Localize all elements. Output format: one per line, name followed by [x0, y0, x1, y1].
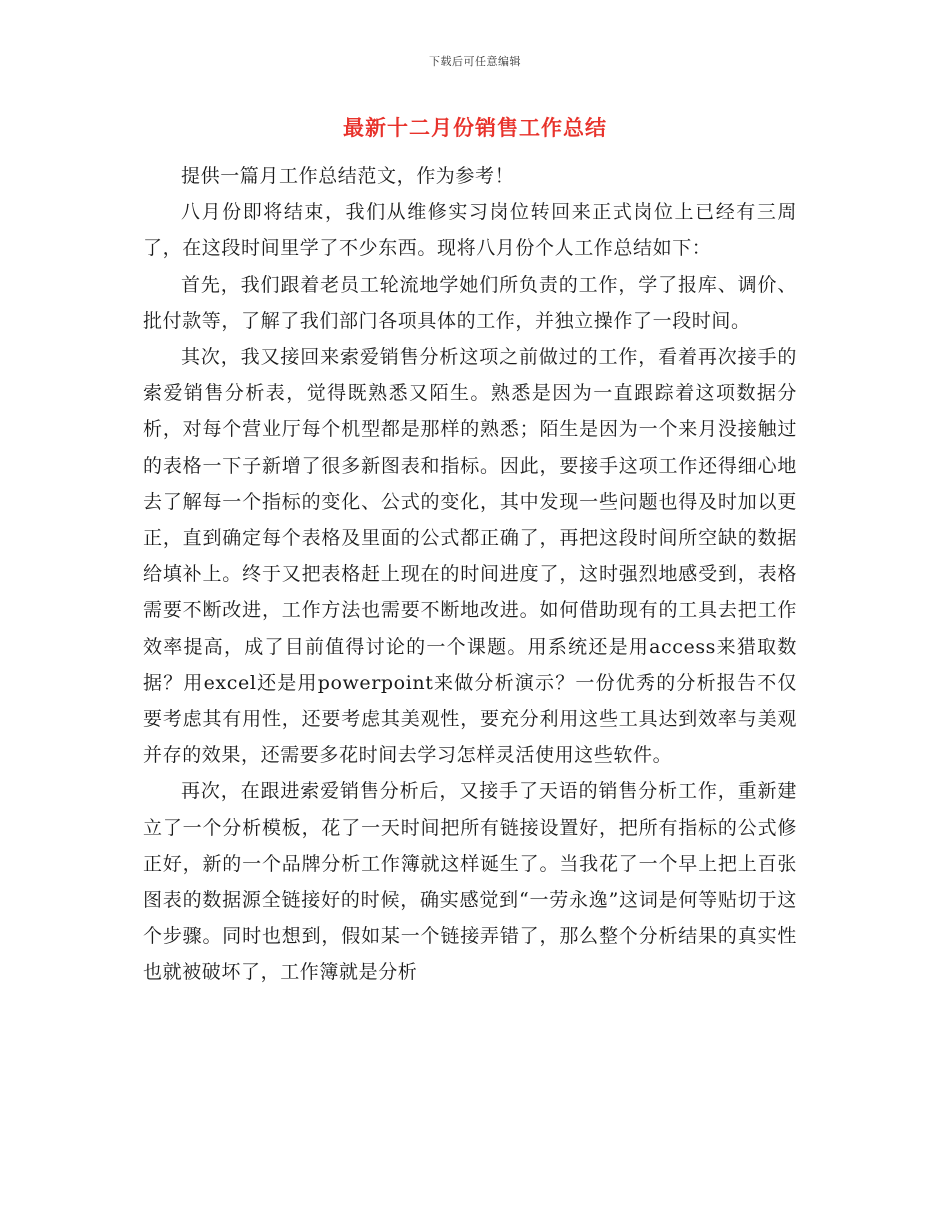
document-body — [143, 158, 797, 991]
paragraph-second: 其次，我又接回来索爱销售分析这项之前做过的工作，看着再次接手的索爱销售分析表，觉得既熟悉又陌生。熟悉是因为一直跟踪着这项数据分析，对每个营业厅每个机型都是那样的熟悉；陌生是因为一个来月没接触过的表格一下子新增了很多新图表和指标。因此，要接手这项工作还得细心地去了解每一个指标的变化、公式的变化，其中发现一些问题也得及时加以更正，直到确定每个表格及里面的公式都正确了，再把这段时间所空缺的数据给填补上。终于又把表格赶上现在的时间进度了，这时强烈地感受到，表格需要不断改进，工作方法也需要不断地改进。如何借助现有的工具去把工作效率提高，成了目前值得讨论的一个课题。用系统还是用access来猎取数据？用excel还是用powerpoint来做分析演示？一份优秀的分析报告不仅要考虑其有用性，还要考虑其美观性，要充分利用这些工具达到效率与美观并存的效果，还需要多花时间去学习怎样灵活使用这些软件。 — [143, 346, 797, 767]
paragraph-first: 首先，我们跟着老员工轮流地学她们所负责的工作，学了报库、调价、批付款等，了解了我们部门各项具体的工作，并独立操作了一段时间。 — [143, 273, 797, 332]
paragraph-summary-opening: 八月份即将结束，我们从维修实习岗位转回来正式岗位上已经有三周了，在这段时间里学了不少东西。现将八月份个人工作总结如下： — [143, 201, 797, 260]
paragraph-third: 再次，在跟进索爱销售分析后，又接手了天语的销售分析工作，重新建立了一个分析模板，花了一天时间把所有链接设置好，把所有指标的公式修正好，新的一个品牌分析工作簿就这样诞生了。当我花了一个早上把上百张图表的数据源全链接好的时候，确实感觉到“一劳永逸”这词是何等贴切于这个步骤。同时也想到，假如某一个链接弄错了，那么整个分析结果的真实性也就被破坏了，工作簿就是分析 — [143, 780, 797, 984]
paragraph-intro: 提供一篇月工作总结范文，作为参考！ — [181, 165, 515, 187]
header-note: 下载后可任意编辑 — [429, 55, 521, 68]
document-title: 最新十二月份销售工作总结 — [343, 116, 607, 140]
